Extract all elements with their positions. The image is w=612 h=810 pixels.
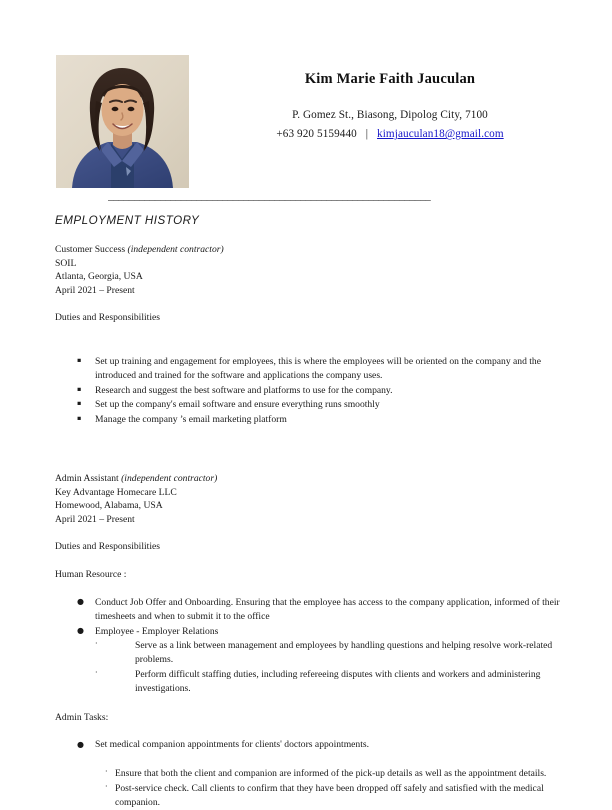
sub-list-item [95, 668, 565, 696]
job-position-1: Customer Success [55, 244, 126, 255]
square-bullet-icon: ▪ [77, 399, 82, 408]
header-divider: ______________________________________________________________ [108, 193, 431, 202]
job-entry-1 [55, 243, 565, 427]
round-bullet-icon: ● [77, 739, 84, 749]
list-item-text: Manage the company ’s email marketing platform [95, 413, 287, 425]
job-dates-2: April 2021 – Present [55, 513, 135, 525]
sub-list-item [95, 639, 565, 667]
list-item [55, 413, 565, 427]
page-title: Kim Marie Faith Jauculan [304, 71, 476, 87]
list-item [55, 355, 565, 383]
sub-list-item-text: Perform difficult staffing duties, including refereeing disputes with clients and workers and administering investigations. [135, 668, 541, 694]
square-bullet-icon: ▪ [77, 356, 82, 365]
list-item-text: Research and suggest the best software and platforms to use for the company. [95, 384, 393, 396]
list-item [55, 625, 565, 696]
job-title-2 [55, 472, 565, 486]
contact-line [205, 125, 575, 144]
spacer [55, 461, 565, 472]
spacer [55, 297, 565, 311]
list-item-text: Employee - Employer Relations [95, 625, 219, 637]
group-heading-admin-tasks: Admin Tasks: [55, 711, 109, 723]
job-location-1: Atlanta, Georgia, USA [55, 271, 143, 283]
phone-number: +63 920 5159440 [276, 128, 357, 141]
list-item-text: Set up the company's email software and ensure everything runs smoothly [95, 399, 380, 411]
job-company-2: Key Advantage Homecare LLC [55, 486, 177, 498]
list-item [55, 398, 565, 412]
job-contract-type-1: (independent contractor) [127, 244, 224, 255]
spacer [55, 582, 565, 596]
list-item [55, 738, 565, 752]
list-item-text: Conduct Job Offer and Onboarding. Ensuring that the employee has access to the company application, informed of their timesheets and when to submit it to the office [95, 596, 560, 622]
sub-list-item-text: Serve as a link between management and employees by handling questions and helping resolve work-related problems. [135, 639, 553, 665]
resume-header [0, 0, 612, 190]
duties-list-admin-tasks [55, 738, 565, 752]
spacer [55, 427, 565, 461]
job-contract-type-2: (independent contractor) [121, 473, 218, 485]
contact-separator: | [365, 128, 369, 141]
sub-list-item-text: Ensure that both the client and companion are informed of the pick-up details as well as the appointment details. [115, 768, 547, 780]
list-item-text: Set up training and engagement for employees, this is where the employees will be oriented on the company and the introduced and trained for the software and applications the company uses. [95, 356, 541, 382]
resume-body [55, 214, 565, 810]
square-bullet-icon: ▪ [77, 384, 82, 393]
duties-label-1: Duties and Responsibilities [55, 312, 160, 324]
middot-bullet-icon: · [105, 767, 108, 777]
job-dates-1: April 2021 – Present [55, 284, 135, 296]
list-item-text: Set medical companion appointments for clients' doctors appointments. [95, 739, 370, 751]
duties-label-2: Duties and Responsibilities [55, 541, 160, 553]
round-bullet-icon: ● [77, 626, 84, 636]
spacer [55, 724, 565, 738]
duties-list-1 [55, 355, 565, 427]
round-bullet-icon: ● [77, 597, 84, 607]
job-location-2: Homewood, Alabama, USA [55, 500, 163, 512]
job-position-2: Admin Assistant [55, 473, 119, 485]
spacer [55, 697, 565, 711]
header-text-block [205, 72, 575, 144]
job-entry-2 [55, 472, 565, 810]
sub-list-employee-employer-relations [95, 639, 565, 696]
list-item [55, 384, 565, 398]
portrait-photo-icon [56, 55, 189, 188]
spacer [55, 325, 565, 355]
spacer [55, 554, 565, 568]
middot-bullet-icon: · [105, 781, 108, 791]
spacer [55, 526, 565, 540]
avatar [56, 55, 189, 188]
address-line: P. Gomez St., Biasong, Dipolog City, 7100 [292, 108, 488, 121]
email-link[interactable]: kimjauculan18@gmail.com [377, 128, 504, 141]
spacer [55, 753, 565, 767]
middot-bullet-icon: · [95, 638, 98, 648]
sub-list-item [105, 782, 565, 810]
group-heading-human-resource: Human Resource : [55, 569, 127, 581]
job-title-1 [55, 243, 565, 257]
list-item [55, 596, 565, 624]
job-company-1: SOIL [55, 257, 77, 269]
sub-list-admin-tasks [55, 767, 565, 810]
sub-list-item-text: Post-service check. Call clients to confirm that they have been dropped off safely and satisfied with the medical companion. [115, 782, 544, 808]
duties-list-human-resource [55, 596, 565, 696]
middot-bullet-icon: · [95, 667, 98, 677]
square-bullet-icon: ▪ [77, 413, 82, 422]
section-title-employment-history: EMPLOYMENT HISTORY [55, 214, 200, 227]
sub-list-item [105, 767, 565, 781]
